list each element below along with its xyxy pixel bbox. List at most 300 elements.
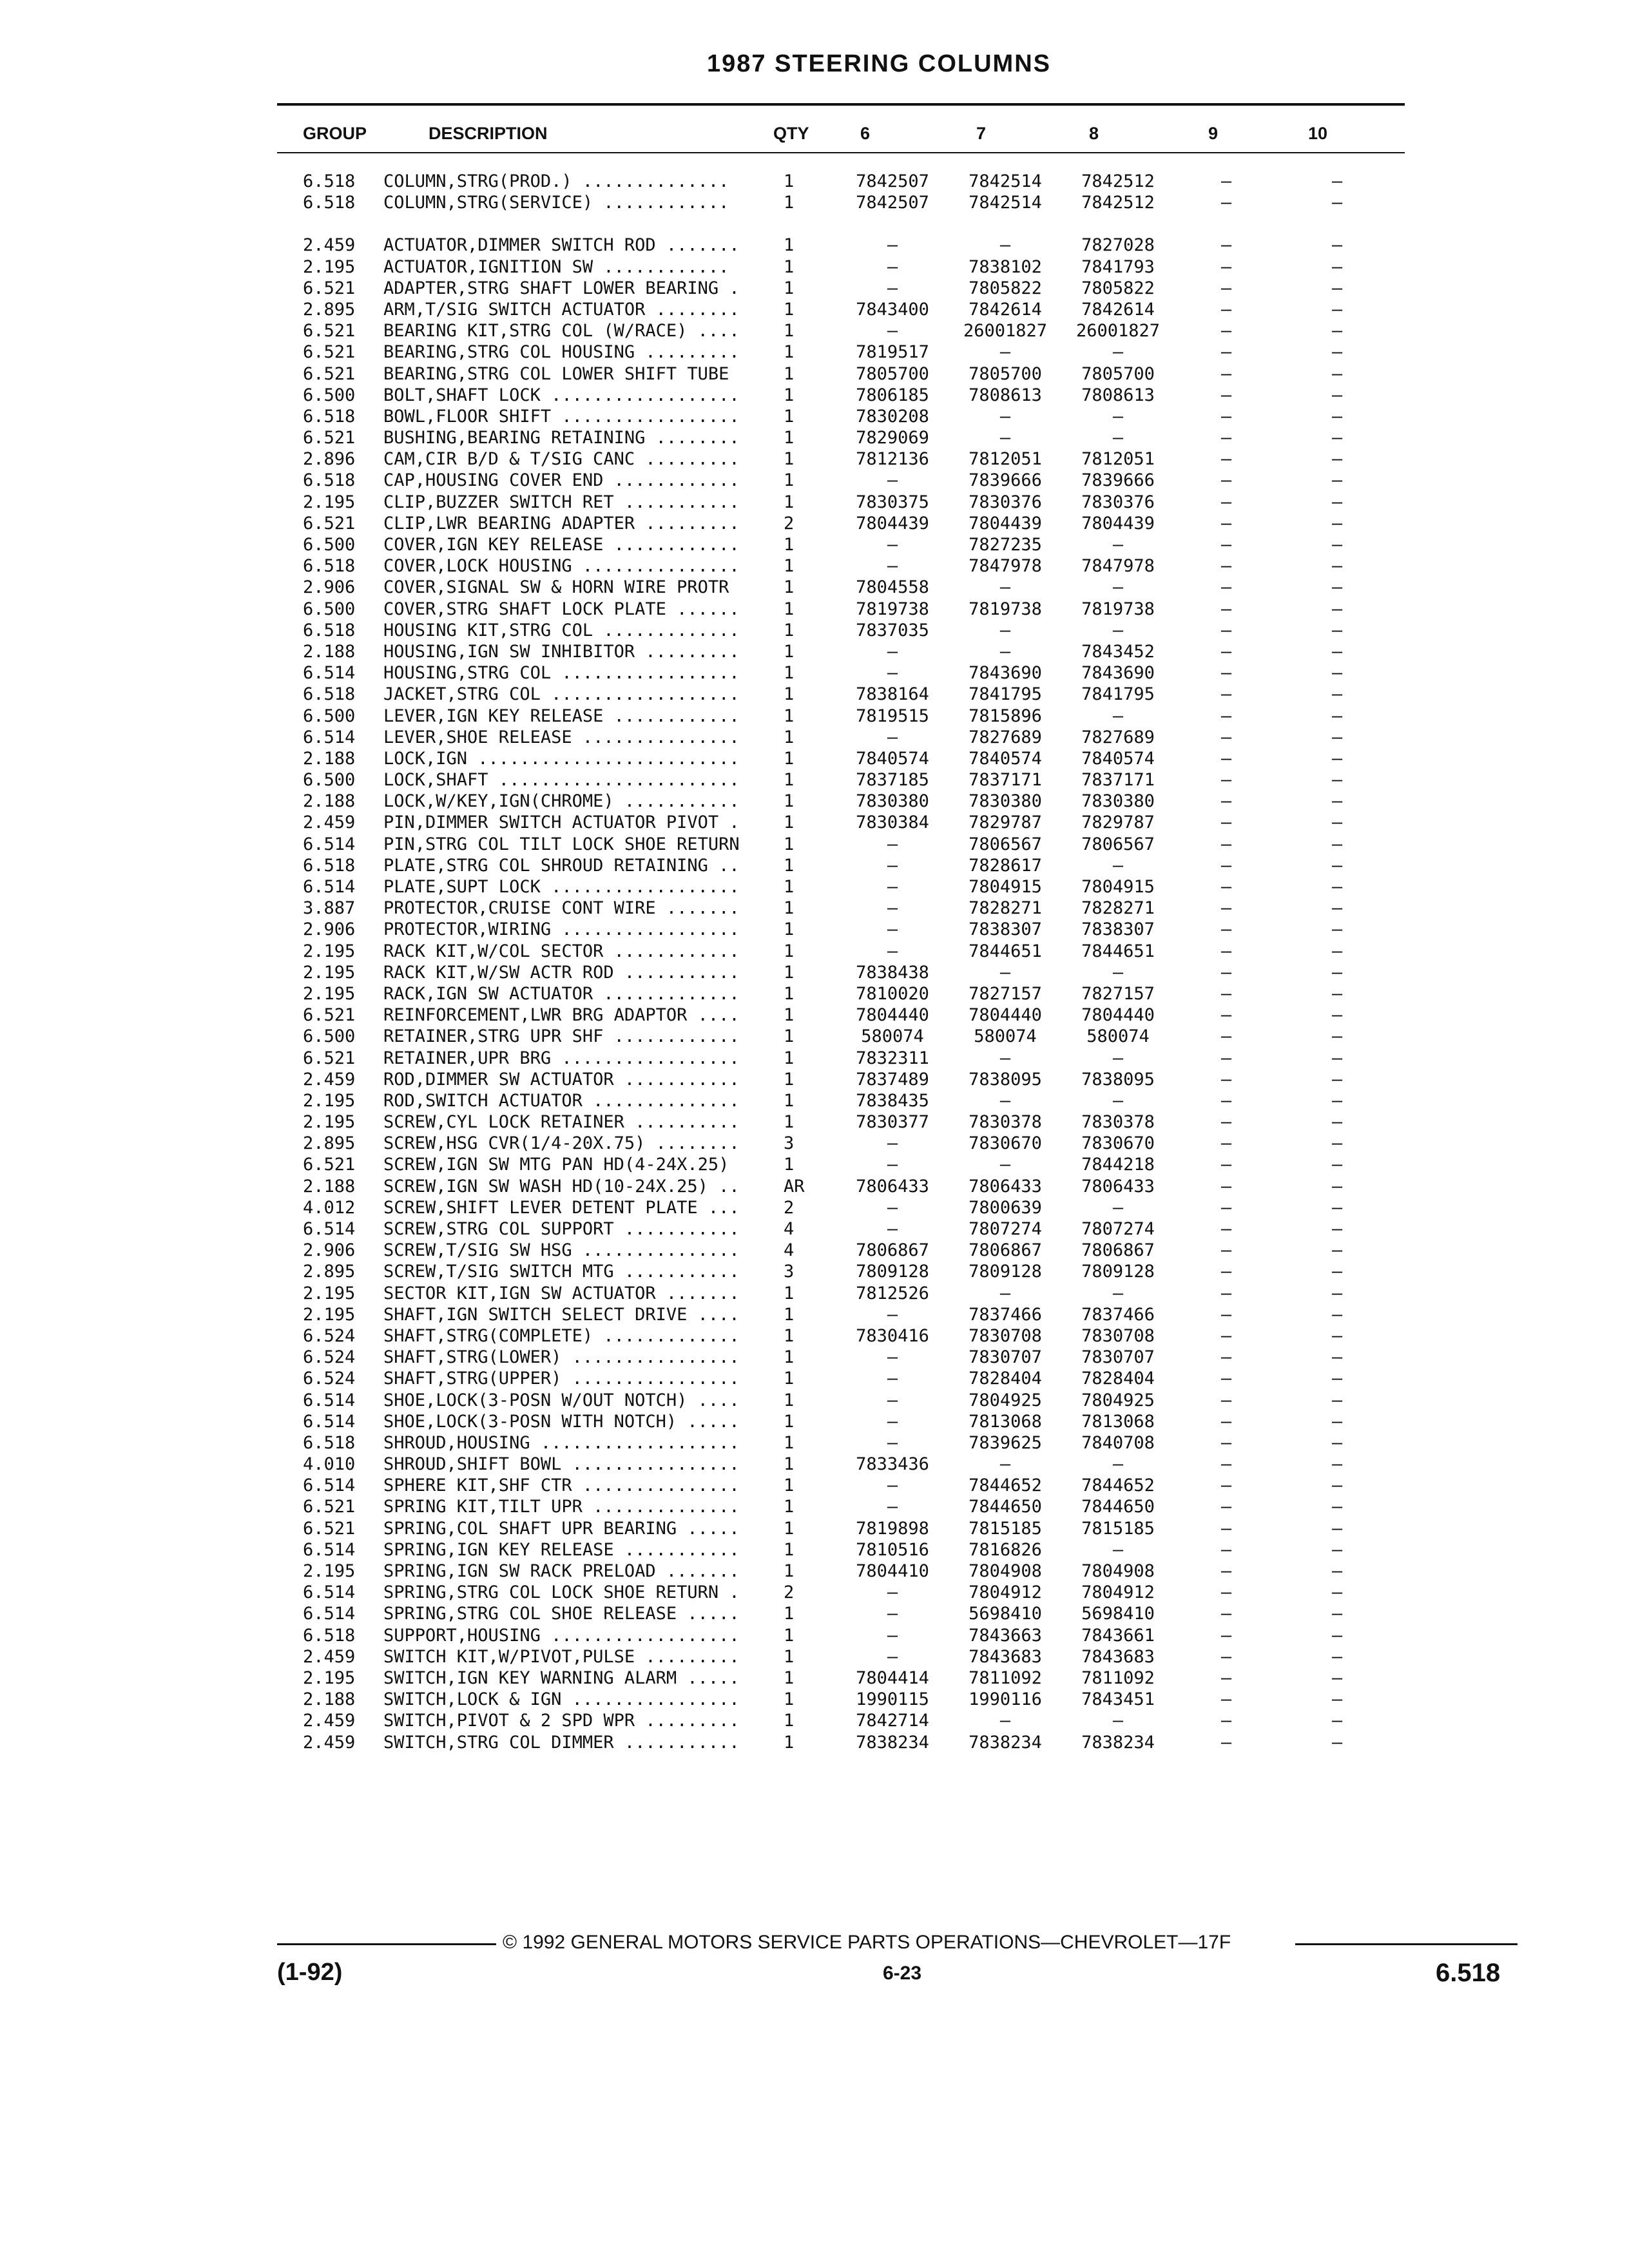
row-col-10-dash: — [1331, 791, 1343, 812]
table-row [0, 1454, 1629, 1475]
row-col-8: 7806433 [1081, 1176, 1155, 1196]
row-col-10-dash: — [1331, 1390, 1343, 1410]
row-qty: 1 [784, 855, 795, 876]
row-description: SPRING,COL SHAFT UPR BEARING ..... [383, 1518, 740, 1539]
row-col-7: 7809128 [969, 1262, 1042, 1282]
row-col-8: 7830707 [1081, 1347, 1155, 1368]
row-col-8: 7830380 [1081, 791, 1155, 812]
row-group: 6.518 [303, 1432, 356, 1453]
table-row [0, 341, 1629, 363]
row-col-7: 7838234 [969, 1732, 1042, 1753]
row-col-6-dash: — [887, 898, 898, 919]
row-qty: 1 [784, 706, 795, 726]
row-qty: 1 [784, 983, 795, 1004]
row-description: RETAINER,UPR BRG ................. [383, 1048, 740, 1068]
row-col-10-dash: — [1331, 919, 1343, 940]
row-description: ROD,SWITCH ACTUATOR .............. [383, 1090, 740, 1111]
row-qty: 3 [784, 1262, 795, 1282]
row-col-6: 7819515 [856, 706, 929, 726]
row-col-8: 7828404 [1081, 1369, 1155, 1389]
row-col-8: 7813068 [1081, 1411, 1155, 1432]
row-col-7: 7830708 [969, 1325, 1042, 1346]
row-col-7: 7807274 [969, 1219, 1042, 1239]
row-qty: 1 [784, 193, 795, 213]
row-col-6: 7837035 [856, 620, 929, 640]
row-qty: 1 [784, 1646, 795, 1667]
row-qty: 1 [784, 1090, 795, 1111]
row-col-10-dash: — [1331, 770, 1343, 791]
header-col-6: 6 [860, 124, 871, 143]
row-col-6: 7806867 [856, 1240, 929, 1261]
row-col-6-dash: — [887, 1197, 898, 1218]
row-col-10-dash: — [1331, 1048, 1343, 1068]
parts-table [0, 171, 1629, 1753]
row-col-9-dash: — [1220, 663, 1232, 684]
row-col-10-dash: — [1331, 577, 1343, 598]
row-col-7-dash: — [999, 1155, 1011, 1175]
row-col-8: 7844218 [1081, 1155, 1155, 1175]
table-row [0, 898, 1629, 919]
row-col-8: 7840574 [1081, 748, 1155, 769]
row-col-9-dash: — [1220, 1454, 1232, 1475]
table-row [0, 1111, 1629, 1133]
table-row [0, 1261, 1629, 1282]
table-row [0, 1069, 1629, 1090]
row-description: PROTECTOR,WIRING ................. [383, 919, 740, 940]
row-group: 2.195 [303, 1090, 356, 1111]
table-row [0, 769, 1629, 791]
row-qty: 1 [784, 1069, 795, 1090]
row-col-8-dash: — [1112, 855, 1124, 876]
row-col-8: 7843451 [1081, 1689, 1155, 1710]
row-description: ROD,DIMMER SW ACTUATOR ........... [383, 1069, 740, 1090]
row-group: 6.521 [303, 363, 356, 384]
row-group: 6.518 [303, 620, 356, 640]
row-group: 2.459 [303, 1711, 356, 1731]
row-col-10-dash: — [1331, 1005, 1343, 1026]
row-qty: 1 [784, 171, 795, 191]
row-col-10-dash: — [1331, 1176, 1343, 1196]
row-col-7-dash: — [999, 428, 1011, 448]
row-description: SWITCH,IGN KEY WARNING ALARM ..... [383, 1667, 740, 1688]
table-row [0, 1090, 1629, 1111]
row-col-9-dash: — [1220, 1197, 1232, 1218]
row-col-10-dash: — [1331, 1219, 1343, 1239]
row-col-7: 7805700 [969, 363, 1042, 384]
row-description: LEVER,IGN KEY RELEASE ............ [383, 706, 740, 726]
row-col-9-dash: — [1220, 620, 1232, 640]
row-group: 6.521 [303, 428, 356, 448]
row-col-6: 7842507 [856, 193, 929, 213]
row-description: BEARING KIT,STRG COL (W/RACE) .... [383, 321, 740, 341]
row-qty: 1 [784, 342, 795, 363]
row-col-8: 7842614 [1081, 299, 1155, 320]
row-description: BEARING,STRG COL LOWER SHIFT TUBE [383, 363, 729, 384]
row-group: 6.514 [303, 663, 356, 684]
table-row [0, 1667, 1629, 1689]
row-col-9-dash: — [1220, 1497, 1232, 1517]
table-row [0, 941, 1629, 962]
row-group: 2.906 [303, 919, 356, 940]
row-group: 6.521 [303, 1518, 356, 1539]
row-col-9-dash: — [1220, 855, 1232, 876]
footer-group-ref: 6.518 [1436, 1959, 1501, 1987]
row-col-9-dash: — [1220, 1069, 1232, 1090]
row-qty: 1 [784, 962, 795, 983]
row-group: 6.521 [303, 278, 356, 298]
row-group: 2.195 [303, 962, 356, 983]
row-col-8: 7842512 [1081, 171, 1155, 191]
row-description: SCREW,T/SIG SW HSG ............... [383, 1240, 740, 1261]
row-col-6-dash: — [887, 941, 898, 961]
row-col-10-dash: — [1331, 1667, 1343, 1688]
footer-copyright: © 1992 GENERAL MOTORS SERVICE PARTS OPERATIONS—CHEVROLET—17F [503, 1932, 1231, 1953]
row-col-6: 7838164 [856, 684, 929, 705]
row-col-8: 7837171 [1081, 770, 1155, 791]
row-col-9-dash: — [1220, 470, 1232, 491]
table-row [0, 1689, 1629, 1710]
row-qty: 1 [784, 641, 795, 662]
header-bottom-rule [277, 152, 1405, 153]
row-col-7: 7830380 [969, 791, 1042, 812]
row-col-10-dash: — [1331, 363, 1343, 384]
row-col-9-dash: — [1220, 770, 1232, 791]
row-col-10-dash: — [1331, 812, 1343, 833]
table-row [0, 1475, 1629, 1496]
row-group: 6.524 [303, 1325, 356, 1346]
row-col-10-dash: — [1331, 299, 1343, 320]
row-group: 3.887 [303, 898, 356, 919]
row-col-7: 7819738 [969, 599, 1042, 619]
row-col-8: 7828271 [1081, 898, 1155, 919]
row-col-6: 7804414 [856, 1667, 929, 1688]
row-description: COLUMN,STRG(SERVICE) ............ [383, 193, 729, 213]
row-qty: 1 [784, 1711, 795, 1731]
row-col-6: 7805700 [856, 363, 929, 384]
row-col-8: 7819738 [1081, 599, 1155, 619]
row-group: 2.188 [303, 1689, 356, 1710]
row-col-8: 7843661 [1081, 1625, 1155, 1646]
row-description: ADAPTER,STRG SHAFT LOWER BEARING . [383, 278, 740, 298]
row-qty: 1 [784, 577, 795, 598]
row-col-6: 7830208 [856, 406, 929, 427]
row-col-8: 7827689 [1081, 727, 1155, 747]
row-col-10-dash: — [1331, 385, 1343, 405]
row-col-7: 7815896 [969, 706, 1042, 726]
row-description: PROTECTOR,CRUISE CONT WIRE ....... [383, 898, 740, 919]
row-group: 2.195 [303, 256, 356, 277]
row-col-6-dash: — [887, 235, 898, 256]
row-qty: 1 [784, 278, 795, 298]
row-col-8: 7838307 [1081, 919, 1155, 940]
row-col-10-dash: — [1331, 641, 1343, 662]
row-col-6-dash: — [887, 535, 898, 555]
row-col-9-dash: — [1220, 278, 1232, 298]
row-description: COVER,LOCK HOUSING ............... [383, 556, 740, 577]
row-col-6: 7830375 [856, 492, 929, 512]
row-col-6: 7819738 [856, 599, 929, 619]
table-row [0, 1283, 1629, 1304]
row-col-7: 7811092 [969, 1667, 1042, 1688]
row-col-10-dash: — [1331, 556, 1343, 577]
row-qty: 1 [784, 663, 795, 684]
row-col-7: 7806567 [969, 834, 1042, 854]
row-col-8: 7804908 [1081, 1561, 1155, 1581]
header-col-10: 10 [1308, 124, 1328, 143]
table-row [0, 1368, 1629, 1389]
row-group: 6.518 [303, 556, 356, 577]
row-description: LOCK,SHAFT ....................... [383, 770, 740, 791]
table-row [0, 1646, 1629, 1667]
row-col-6-dash: — [887, 727, 898, 747]
row-group: 6.518 [303, 684, 356, 705]
row-col-10-dash: — [1331, 470, 1343, 491]
table-row [0, 855, 1629, 876]
row-qty: 1 [784, 492, 795, 512]
row-group: 6.500 [303, 770, 356, 791]
row-col-8: 7806867 [1081, 1240, 1155, 1261]
row-group: 6.514 [303, 727, 356, 747]
row-col-6: 7804439 [856, 513, 929, 533]
row-qty: 1 [784, 941, 795, 961]
row-col-9-dash: — [1220, 1625, 1232, 1646]
row-qty: 1 [784, 1155, 795, 1175]
row-col-6: 7809128 [856, 1262, 929, 1282]
row-col-8-dash: — [1112, 1283, 1124, 1303]
row-col-8-dash: — [1112, 406, 1124, 427]
row-col-10-dash: — [1331, 193, 1343, 213]
row-col-6-dash: — [887, 641, 898, 662]
row-col-10-dash: — [1331, 1582, 1343, 1603]
row-col-10-dash: — [1331, 1518, 1343, 1539]
row-col-6: 7838435 [856, 1090, 929, 1111]
row-col-8: 7838095 [1081, 1069, 1155, 1090]
row-group: 6.518 [303, 171, 356, 191]
row-col-9-dash: — [1220, 235, 1232, 256]
table-row [0, 812, 1629, 833]
row-col-6-dash: — [887, 1390, 898, 1410]
row-col-9-dash: — [1220, 556, 1232, 577]
row-col-10-dash: — [1331, 1411, 1343, 1432]
row-col-8: 7827028 [1081, 235, 1155, 256]
row-group: 6.500 [303, 385, 356, 405]
row-col-6: 7819517 [856, 342, 929, 363]
table-row [0, 1176, 1629, 1197]
row-col-6-dash: — [887, 919, 898, 940]
header-group: GROUP [303, 124, 367, 143]
row-description: BOWL,FLOOR SHIFT ................. [383, 406, 740, 427]
row-col-7: 7843663 [969, 1625, 1042, 1646]
row-description: HOUSING KIT,STRG COL ............. [383, 620, 740, 640]
row-col-6: 7832311 [856, 1048, 929, 1068]
table-row [0, 962, 1629, 983]
row-description: RACK,IGN SW ACTUATOR ............. [383, 983, 740, 1004]
row-description: SCREW,CYL LOCK RETAINER .......... [383, 1112, 740, 1133]
row-col-9-dash: — [1220, 962, 1232, 983]
row-group: 6.521 [303, 1155, 356, 1175]
row-col-6-dash: — [887, 877, 898, 897]
row-qty: 4 [784, 1240, 795, 1261]
row-col-10-dash: — [1331, 1347, 1343, 1368]
row-col-10-dash: — [1331, 449, 1343, 470]
row-col-9-dash: — [1220, 1176, 1232, 1196]
row-description: PIN,DIMMER SWITCH ACTUATOR PIVOT . [383, 812, 740, 833]
row-col-9-dash: — [1220, 171, 1232, 191]
row-col-7: 26001827 [963, 321, 1048, 341]
table-row [0, 192, 1629, 213]
row-col-9-dash: — [1220, 1561, 1232, 1581]
row-description: CLIP,LWR BEARING ADAPTER ......... [383, 513, 740, 533]
row-col-10-dash: — [1331, 1732, 1343, 1753]
row-col-10-dash: — [1331, 599, 1343, 619]
row-description: LOCK,IGN ......................... [383, 748, 740, 769]
row-col-7: 7828617 [969, 855, 1042, 876]
row-col-7: 7830378 [969, 1112, 1042, 1133]
row-col-10-dash: — [1331, 834, 1343, 854]
row-description: REINFORCEMENT,LWR BRG ADAPTOR .... [383, 1005, 740, 1026]
row-col-10-dash: — [1331, 962, 1343, 983]
row-description: PIN,STRG COL TILT LOCK SHOE RETURN [383, 834, 740, 854]
table-row [0, 1411, 1629, 1432]
row-col-6-dash: — [887, 1411, 898, 1432]
row-col-10-dash: — [1331, 406, 1343, 427]
row-col-9-dash: — [1220, 791, 1232, 812]
row-group: 6.521 [303, 1048, 356, 1068]
row-col-9-dash: — [1220, 812, 1232, 833]
row-description: SHAFT,IGN SWITCH SELECT DRIVE .... [383, 1304, 740, 1325]
table-row [0, 1625, 1629, 1646]
row-group: 2.195 [303, 1304, 356, 1325]
row-qty: 1 [784, 1454, 795, 1475]
row-col-7: 7842514 [969, 171, 1042, 191]
row-col-7: 7812051 [969, 449, 1042, 470]
row-col-7: 7844650 [969, 1497, 1042, 1517]
row-qty: 1 [784, 556, 795, 577]
row-col-9-dash: — [1220, 727, 1232, 747]
row-col-6-dash: — [887, 470, 898, 491]
row-col-9-dash: — [1220, 1667, 1232, 1688]
row-col-10-dash: — [1331, 235, 1343, 256]
row-group: 6.514 [303, 834, 356, 854]
row-group: 2.459 [303, 1646, 356, 1667]
table-row [0, 1603, 1629, 1624]
row-col-10-dash: — [1331, 1325, 1343, 1346]
row-col-6-dash: — [887, 1304, 898, 1325]
row-col-8: 7840708 [1081, 1432, 1155, 1453]
row-col-9-dash: — [1220, 1411, 1232, 1432]
page-title: 1987 STEERING COLUMNS [707, 50, 1051, 77]
row-col-9-dash: — [1220, 1347, 1232, 1368]
row-qty: 1 [784, 1112, 795, 1133]
row-description: RACK KIT,W/COL SECTOR ............ [383, 941, 740, 961]
row-description: SCREW,IGN SW WASH HD(10-24X.25) .. [383, 1176, 740, 1196]
row-col-9-dash: — [1220, 428, 1232, 448]
row-description: SUPPORT,HOUSING .................. [383, 1625, 740, 1646]
row-col-9-dash: — [1220, 449, 1232, 470]
footer-page-number: 6-23 [883, 1963, 922, 1984]
row-col-7: 7827157 [969, 983, 1042, 1004]
row-col-9-dash: — [1220, 513, 1232, 533]
row-col-8: 7805700 [1081, 363, 1155, 384]
row-col-9-dash: — [1220, 1369, 1232, 1389]
row-col-6-dash: — [887, 855, 898, 876]
table-row [0, 1026, 1629, 1047]
row-col-7: 580074 [974, 1026, 1037, 1047]
row-col-6: 7843400 [856, 299, 929, 320]
row-qty: 1 [784, 1689, 795, 1710]
row-col-7: 7804440 [969, 1005, 1042, 1026]
row-col-7: 7804439 [969, 513, 1042, 533]
header-qty: QTY [773, 124, 809, 143]
row-qty: 1 [784, 1283, 795, 1303]
row-group: 6.521 [303, 321, 356, 341]
row-col-7-dash: — [999, 1711, 1011, 1731]
row-col-9-dash: — [1220, 256, 1232, 277]
row-col-9-dash: — [1220, 1604, 1232, 1624]
table-row [0, 684, 1629, 705]
row-group: 6.514 [303, 1219, 356, 1239]
row-group: 2.459 [303, 1069, 356, 1090]
row-qty: 1 [784, 599, 795, 619]
row-group: 6.514 [303, 1539, 356, 1560]
row-col-9-dash: — [1220, 193, 1232, 213]
row-description: HOUSING,IGN SW INHIBITOR ......... [383, 641, 740, 662]
row-group: 6.514 [303, 1390, 356, 1410]
header-col-9: 9 [1208, 124, 1219, 143]
row-col-8-dash: — [1112, 706, 1124, 726]
row-col-8: 7827157 [1081, 983, 1155, 1004]
row-col-6: 7806433 [856, 1176, 929, 1196]
table-row [0, 278, 1629, 299]
row-col-10-dash: — [1331, 1625, 1343, 1646]
row-group: 6.521 [303, 342, 356, 363]
row-col-9-dash: — [1220, 1262, 1232, 1282]
row-col-6-dash: — [887, 1155, 898, 1175]
row-col-6: 7830380 [856, 791, 929, 812]
row-qty: 1 [784, 1048, 795, 1068]
row-col-10-dash: — [1331, 256, 1343, 277]
row-col-8: 7804912 [1081, 1582, 1155, 1603]
row-col-6-dash: — [887, 1369, 898, 1389]
row-col-9-dash: — [1220, 641, 1232, 662]
row-description: SHOE,LOCK(3-POSN W/OUT NOTCH) .... [383, 1390, 740, 1410]
table-row [0, 363, 1629, 385]
row-description: SWITCH,PIVOT & 2 SPD WPR ......... [383, 1711, 740, 1731]
row-qty: 4 [784, 1219, 795, 1239]
row-col-8-dash: — [1112, 342, 1124, 363]
row-col-6-dash: — [887, 321, 898, 341]
row-col-10-dash: — [1331, 1262, 1343, 1282]
row-col-9-dash: — [1220, 1390, 1232, 1410]
row-col-7-dash: — [999, 1048, 1011, 1068]
row-col-9-dash: — [1220, 599, 1232, 619]
row-col-6: 7830416 [856, 1325, 929, 1346]
table-row [0, 620, 1629, 641]
row-col-7: 7830670 [969, 1133, 1042, 1154]
row-col-10-dash: — [1331, 941, 1343, 961]
row-col-8-dash: — [1112, 962, 1124, 983]
row-col-7-dash: — [999, 1283, 1011, 1303]
row-col-6-dash: — [887, 256, 898, 277]
row-col-8: 7838234 [1081, 1732, 1155, 1753]
row-col-10-dash: — [1331, 1646, 1343, 1667]
row-group: 2.906 [303, 1240, 356, 1261]
row-col-7: 7815185 [969, 1518, 1042, 1539]
row-col-8: 7843683 [1081, 1646, 1155, 1667]
row-col-10-dash: — [1331, 727, 1343, 747]
row-description: LOCK,W/KEY,IGN(CHROME) ........... [383, 791, 740, 812]
row-description: BEARING,STRG COL HOUSING ......... [383, 342, 740, 363]
